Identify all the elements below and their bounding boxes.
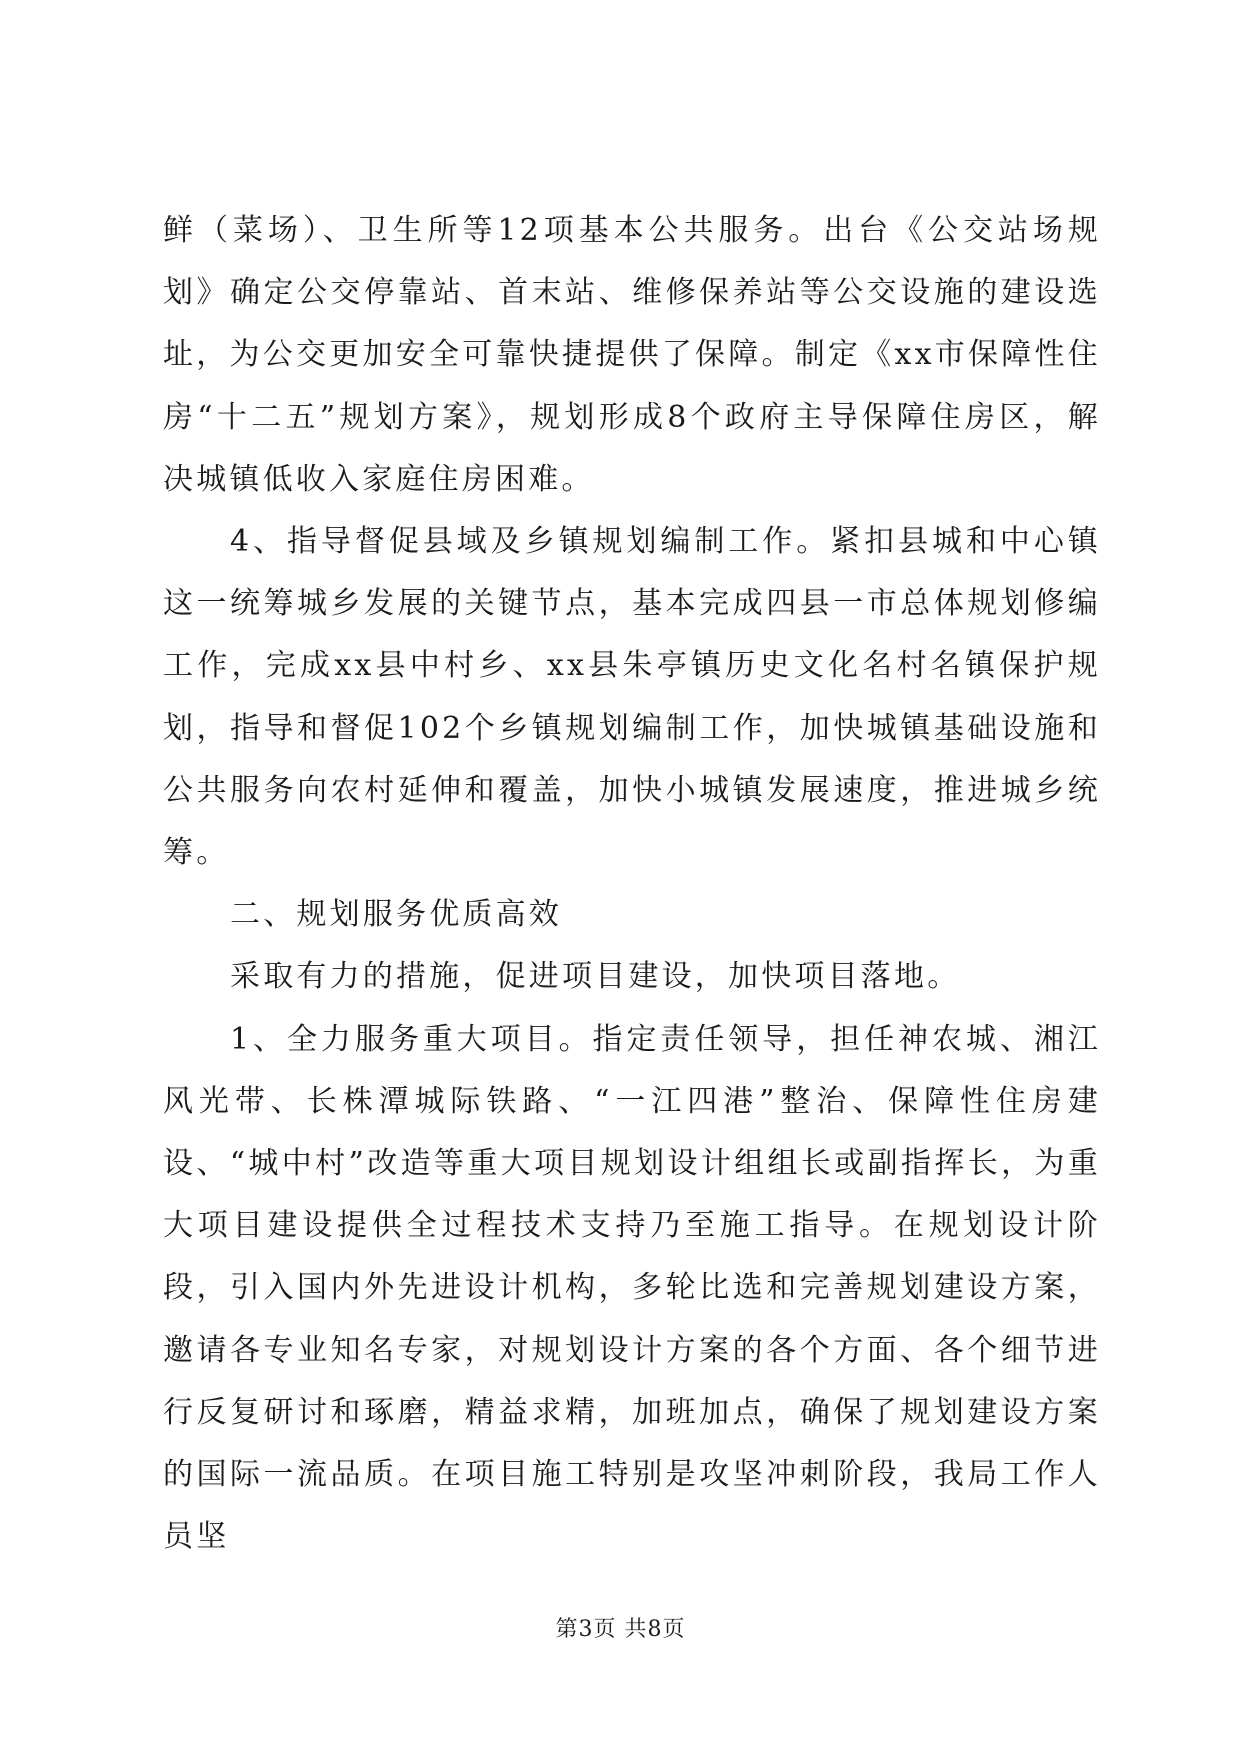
paragraph-item-4: 4、指导督促县域及乡镇规划编制工作。紧扣县城和中心镇这一统筹城乡发展的关键节点，基本完成四县一市总体规划修编工作，完成xx县中村乡、xx县朱亭镇历史文化名村名镇保护规划，指导和督促102个乡镇规划编制工作，加快城镇基础设施和公共服务向农村延伸和覆盖，加快小城镇发展速度，推进城乡统筹。 xyxy=(163,524,1101,871)
document-body xyxy=(163,200,1101,1568)
section-heading: 二、规划服务优质高效 xyxy=(230,897,562,933)
paragraph-intro: 采取有力的措施，促进项目建设，加快项目落地。 xyxy=(230,959,961,995)
paragraph-item-1: 1、全力服务重大项目。指定责任领导，担任神农城、湘江风光带、长株潭城际铁路、“一江四港”整治、保障性住房建设、“城中村”改造等重大项目规划设计组组长或副指挥长，为重大项目建设提供全过程技术支持乃至施工指导。在规划设计阶段，引入国内外先进设计机构，多轮比选和完善规划建设方案，邀请各专业知名专家，对规划设计方案的各个方面、各个细节进行反复研讨和琢磨，精益求精，加班加点，确保了规划建设方案的国际一流品质。在项目施工特别是攻坚冲刺阶段，我局工作人员坚 xyxy=(163,1021,1101,1555)
page-footer: 第3页 共8页 xyxy=(555,1617,686,1642)
paragraph-continuation: 鲜（菜场）、卫生所等12项基本公共服务。出台《公交站场规划》确定公交停靠站、首末站、维修保养站等公交设施的建设选址，为公交更加安全可靠快捷提供了保障。制定《xx市保障性住房“十二五”规划方案》，规划形成8个政府主导保障住房区，解决城镇低收入家庭住房困难。 xyxy=(163,213,1101,497)
